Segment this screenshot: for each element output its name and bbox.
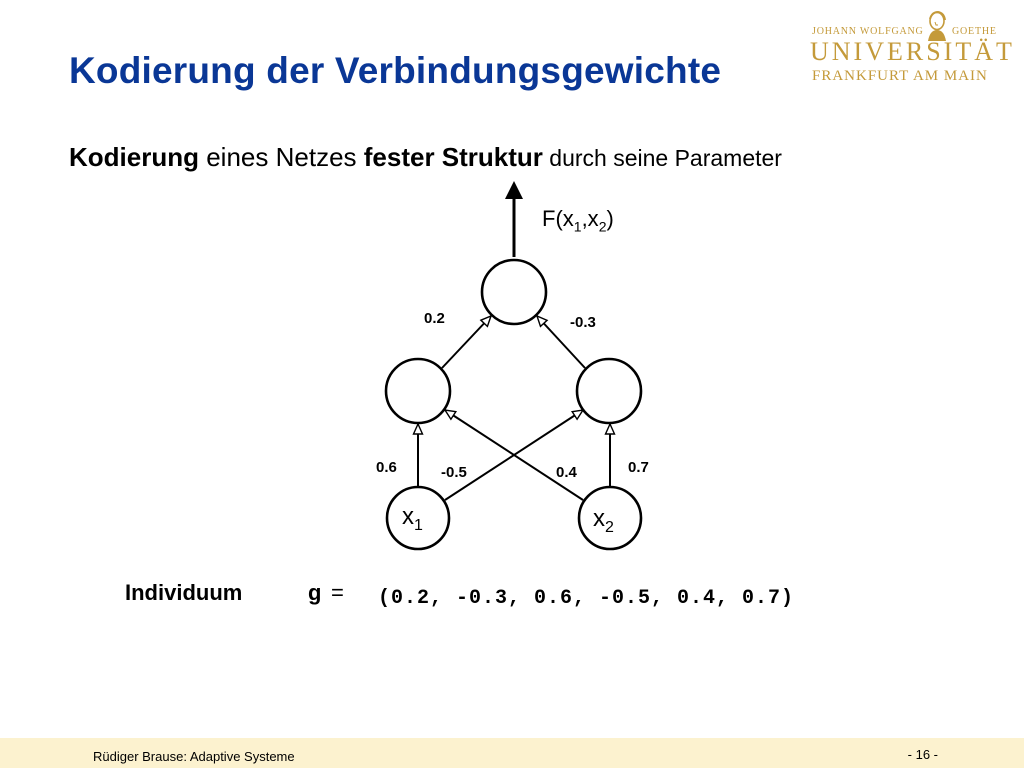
genome-vector: (0.2, -0.3, 0.6, -0.5, 0.4, 0.7) — [378, 587, 795, 610]
logo-line-frankfurt: FRANKFURT AM MAIN — [812, 68, 988, 84]
weight-label-h2-out: -0.3 — [570, 314, 596, 331]
subtitle-fester-struktur: fester Struktur — [363, 142, 543, 172]
subtitle-eines-netzes: eines Netzes — [199, 142, 364, 172]
footer-page-number: - 16 - — [907, 747, 938, 762]
input-label-x2: $x_2$ — [593, 505, 614, 536]
logo-line-universitaet: UNIVERSITÄT — [810, 37, 1015, 66]
logo-line-johann-wolfgang: JOHANN WOLFGANG — [812, 26, 924, 37]
weight-label-x2-h2: 0.7 — [628, 459, 649, 476]
weight-label-x1-h2: -0.5 — [441, 464, 467, 481]
weight-label-h1-out: 0.2 — [424, 310, 445, 327]
subtitle-parameter: durch seine Parameter — [542, 145, 782, 171]
connection-h1-out — [442, 316, 491, 368]
output-function-label: $F(x_1,x_2)$ — [542, 206, 614, 235]
individual-label: Individuum — [125, 580, 243, 605]
equals-sign: = — [331, 580, 344, 605]
subtitle-kodierung: Kodierung — [69, 142, 199, 172]
slide-title: Kodierung der Verbindungsgewichte — [69, 50, 722, 91]
footer-author: Rüdiger Brause: Adaptive Systeme — [93, 749, 295, 764]
output-arrowhead — [505, 181, 523, 199]
genome-symbol: g — [308, 580, 322, 605]
output-neuron — [482, 260, 546, 324]
individual-encoding — [125, 580, 795, 610]
weight-label-x1-h1: 0.6 — [376, 459, 397, 476]
input-label-x1: $x_1$ — [402, 503, 423, 534]
footer-bar — [0, 738, 1024, 768]
logo-line-goethe: GOETHE — [952, 26, 997, 37]
weight-label-x2-h1: 0.4 — [556, 464, 577, 481]
hidden-neuron-2 — [577, 359, 641, 423]
hidden-neuron-1 — [386, 359, 450, 423]
